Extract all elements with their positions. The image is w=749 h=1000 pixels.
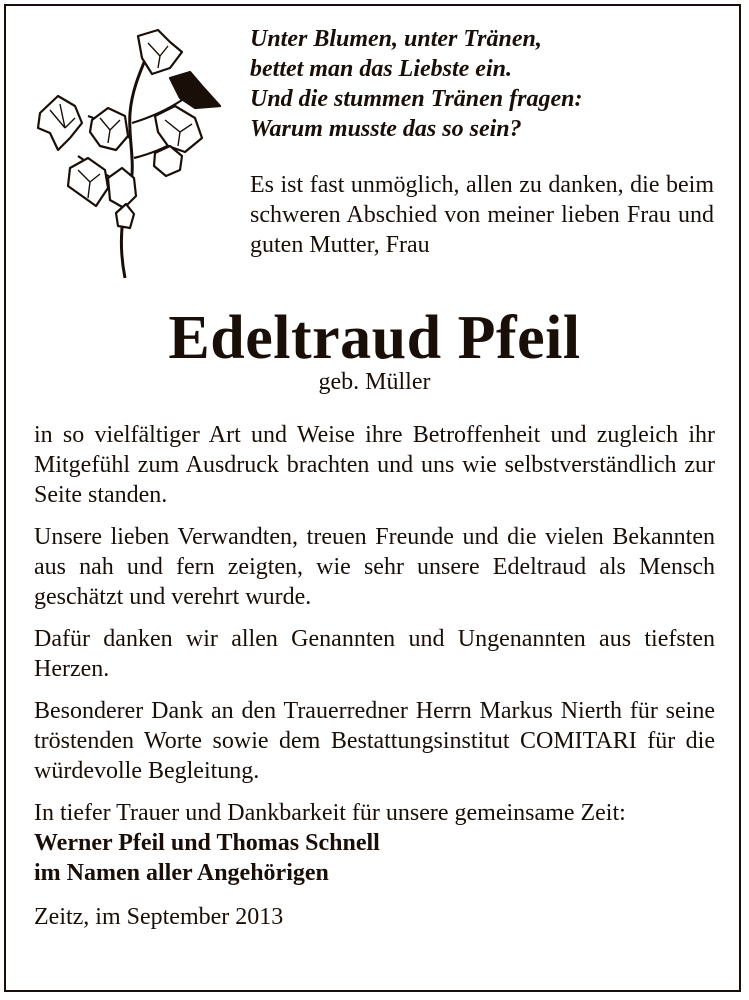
body-paragraph: in so vielfältiger Art und Weise ihre Betroffenheit und zugleich ihr Mitgefühl zum Ausdruck brachten und uns wie selbstverständlich zur Seite standen. <box>34 422 715 508</box>
verse-line: Unter Blumen, unter Tränen, <box>250 26 542 52</box>
memorial-verse <box>250 24 582 144</box>
verse-line: Und die stummen Tränen fragen: <box>250 86 583 112</box>
signature-line: im Namen aller Angehörigen <box>34 860 329 886</box>
body-paragraph: Unsere lieben Verwandten, treuen Freunde und die vielen Bekannten aus nah und fern zeigten, wie sehr unsere Edeltraud als Mensch geschätzt und verehrt wurde. <box>34 524 715 610</box>
thanks-intro: Es ist fast unmöglich, allen zu danken, die beim schweren Abschied von meiner lieben Frau und guten Mutter, Frau <box>250 172 714 258</box>
notice-body <box>34 420 715 932</box>
body-paragraph: Besonderer Dank an den Trauerredner Herrn Markus Nierth für seine tröstenden Worte sowie dem Bestattungsinstitut COMITARI für die würdevolle Begleitung. <box>34 698 715 784</box>
birth-name: geb. Müller <box>318 369 431 395</box>
ivy-branch-icon <box>30 28 225 283</box>
body-paragraph: In tiefer Trauer und Dankbarkeit für unsere gemeinsame Zeit: <box>34 800 626 826</box>
body-paragraph: Dafür danken wir allen Genannten und Ungenannten aus tiefsten Herzen. <box>34 626 715 682</box>
verse-line: Warum musste das so sein? <box>250 116 522 142</box>
place-date: Zeitz, im September 2013 <box>34 904 284 930</box>
signature-line: Werner Pfeil und Thomas Schnell <box>34 830 380 856</box>
verse-line: bettet man das Liebste ein. <box>250 56 512 82</box>
deceased-name: Edeltraud Pfeil <box>168 304 581 372</box>
